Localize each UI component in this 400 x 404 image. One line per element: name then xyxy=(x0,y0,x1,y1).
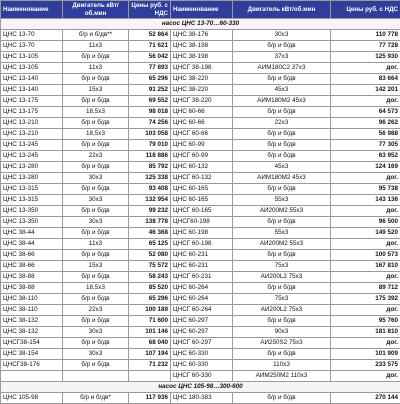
price-cell: дог. xyxy=(331,371,400,382)
pump-name: ЦНС 13-70 xyxy=(1,30,63,41)
table-row xyxy=(1,151,400,162)
pump-name: ЦНС 38-44 xyxy=(1,239,63,250)
table-row xyxy=(1,140,400,151)
engine-spec: 18,5х3 xyxy=(63,107,129,118)
price-cell: 270 144 xyxy=(331,393,400,404)
engine-spec: б/р и б/дв xyxy=(63,338,129,349)
price-cell: 52 864 xyxy=(129,30,171,41)
pump-name: ЦНС 60-99 xyxy=(171,140,233,151)
engine-spec: б/р и б/дв xyxy=(233,107,331,118)
table-row xyxy=(1,96,400,107)
engine-spec: б/р и б/дв xyxy=(63,96,129,107)
pump-name: ЦНС 13-140 xyxy=(1,74,63,85)
engine-spec: 30х3 xyxy=(63,327,129,338)
price-cell: 71 600 xyxy=(129,316,171,327)
engine-spec: б/р и б/дв xyxy=(63,52,129,63)
price-cell: 98 018 xyxy=(129,107,171,118)
price-cell: дог. xyxy=(331,173,400,184)
table-row xyxy=(1,30,400,41)
table-row xyxy=(1,118,400,129)
engine-spec: б/р и б/дв xyxy=(233,250,331,261)
engine-spec: 11х3 xyxy=(63,41,129,52)
engine-spec: АИМ180М2 45х3 xyxy=(233,173,331,184)
price-cell: 118 886 xyxy=(129,151,171,162)
table-row xyxy=(1,294,400,305)
table-row xyxy=(1,52,400,63)
engine-spec: 30х3 xyxy=(63,173,129,184)
pump-name: ЦНС 60-132 xyxy=(171,162,233,173)
engine-spec: б/р и б/дв xyxy=(233,349,331,360)
header-name-left: Наименование xyxy=(1,1,63,19)
pump-name: ЦНС 60-165 xyxy=(171,195,233,206)
table-row xyxy=(1,173,400,184)
table-row xyxy=(1,184,400,195)
pump-name: ЦНС 60-165 xyxy=(171,184,233,195)
price-cell: 143 136 xyxy=(331,195,400,206)
engine-spec: б/р и б/дв xyxy=(233,217,331,228)
price-cell: дог. xyxy=(331,338,400,349)
engine-spec: 22х3 xyxy=(63,151,129,162)
engine-spec: б/р и б/дв xyxy=(233,41,331,52)
pump-name: ЦНС 13-350 xyxy=(1,217,63,228)
price-cell: 63 952 xyxy=(331,151,400,162)
pump-name: ЦНС 13-210 xyxy=(1,118,63,129)
engine-spec: АИМ180М2 45х3 xyxy=(233,96,331,107)
pump-name: ЦНС 38-110 xyxy=(1,305,63,316)
engine-spec: АИ200L2 75х3 xyxy=(233,272,331,283)
price-cell: 175 392 xyxy=(331,294,400,305)
header-engine-left: Двигатель кВт/об.мин xyxy=(63,1,129,19)
pump-name: ЦНС 38-198 xyxy=(171,52,233,63)
table-row xyxy=(1,327,400,338)
engine-spec: б/р и б/дв xyxy=(63,316,129,327)
header-row xyxy=(1,1,400,19)
pump-name: ЦНСГ 60-132 xyxy=(171,173,233,184)
price-cell: 77 305 xyxy=(331,140,400,151)
price-cell: 95 760 xyxy=(331,316,400,327)
engine-spec: 18,5х3 xyxy=(63,129,129,140)
engine-spec: 90х3 xyxy=(233,327,331,338)
engine-spec: б/р и б/дв** xyxy=(63,30,129,41)
price-cell: дог. xyxy=(331,239,400,250)
pump-name: ЦНС 38-66 xyxy=(1,261,63,272)
price-cell: дог. xyxy=(331,272,400,283)
pump-name: ЦНС 60-66 xyxy=(171,107,233,118)
price-cell: 99 232 xyxy=(129,206,171,217)
engine-spec: б/р и б/дв xyxy=(233,316,331,327)
price-cell: 233 575 xyxy=(331,360,400,371)
engine-spec: 75х3 xyxy=(233,261,331,272)
pump-name: ЦНС 38-44 xyxy=(1,228,63,239)
table-row xyxy=(1,206,400,217)
price-cell: дог. xyxy=(331,96,400,107)
price-cell: 91 252 xyxy=(129,85,171,96)
engine-spec: б/р и б/дв xyxy=(63,140,129,151)
table-row xyxy=(1,162,400,173)
pump-name: ЦНС 38-88 xyxy=(1,272,63,283)
engine-spec: АИ200М2 55х3 xyxy=(233,206,331,217)
price-cell: 65 296 xyxy=(129,74,171,85)
engine-spec: б/р и б/дв xyxy=(63,74,129,85)
engine-spec: 45х3 xyxy=(233,162,331,173)
pump-name: ЦНС 13-210 xyxy=(1,129,63,140)
price-cell: 138 778 xyxy=(129,217,171,228)
header-price-left: Цены руб. с НДС xyxy=(129,1,171,19)
pump-name: ЦНСГ 60-198 xyxy=(171,239,233,250)
table-row xyxy=(1,239,400,250)
pump-name: ЦНСГ 60-99 xyxy=(171,151,233,162)
pump-name: ЦНСГ 60-264 xyxy=(171,305,233,316)
price-cell: 77 728 xyxy=(331,41,400,52)
engine-spec: 11х3 xyxy=(63,63,129,74)
table-row xyxy=(1,107,400,118)
price-cell: 79 010 xyxy=(129,140,171,151)
section-title: насос ЦНС 13-70…60-330 xyxy=(1,19,400,30)
pump-name: ЦНС 13-140 xyxy=(1,85,63,96)
pump-name: ЦНС 38-88 xyxy=(1,283,63,294)
price-cell: 65 125 xyxy=(129,239,171,250)
table-row xyxy=(1,283,400,294)
engine-spec: АИМ180С2 37х3 xyxy=(233,63,331,74)
pump-name: ЦНС 60-231 xyxy=(171,250,233,261)
price-cell: дог. xyxy=(331,305,400,316)
table-row xyxy=(1,195,400,206)
engine-spec: 30х3 xyxy=(63,349,129,360)
pump-name: ЦНС 180-383 xyxy=(171,393,233,404)
table-footer xyxy=(1,382,400,404)
price-cell: 142 201 xyxy=(331,85,400,96)
pump-name: ЦНС 38-220 xyxy=(171,74,233,85)
price-cell: 103 058 xyxy=(129,129,171,140)
price-cell: 71 232 xyxy=(129,360,171,371)
price-cell: 77 893 xyxy=(129,63,171,74)
table-row xyxy=(1,74,400,85)
engine-spec: 18,5х3 xyxy=(63,283,129,294)
engine-spec: 55х3 xyxy=(233,228,331,239)
price-cell: 100 189 xyxy=(129,305,171,316)
header-engine-right: Двигатель кВт/об.мин xyxy=(233,1,331,19)
pump-name: ЦНСГ38-176 xyxy=(1,360,63,371)
pump-name: ЦНС 60-297 xyxy=(171,316,233,327)
pump-name: ЦНС 13-245 xyxy=(1,151,63,162)
engine-spec: б/р и б/дв xyxy=(63,294,129,305)
price-cell: 100 573 xyxy=(331,250,400,261)
table-row xyxy=(1,250,400,261)
price-cell: 167 810 xyxy=(331,261,400,272)
engine-spec: 55х3 xyxy=(233,195,331,206)
table-row xyxy=(1,129,400,140)
engine-spec: б/р и б/дв xyxy=(233,393,331,404)
engine-spec: 11х3 xyxy=(63,239,129,250)
price-cell: 89 712 xyxy=(331,283,400,294)
engine-spec: б/р и б/дв xyxy=(233,140,331,151)
engine-spec: б/р и б/дв* xyxy=(63,393,129,404)
engine-spec: б/р и б/дв xyxy=(233,74,331,85)
price-cell: 56 042 xyxy=(129,52,171,63)
pump-name: ЦНС 13-70 xyxy=(1,41,63,52)
pump-name: ЦНС 13-280 xyxy=(1,173,63,184)
price-cell: 52 080 xyxy=(129,250,171,261)
table-row xyxy=(1,228,400,239)
engine-spec: б/р и б/дв xyxy=(63,272,129,283)
section-row xyxy=(1,19,400,30)
engine-spec: 37х3 xyxy=(233,52,331,63)
table-row xyxy=(1,272,400,283)
price-cell: 95 738 xyxy=(331,184,400,195)
pump-name: ЦНС 38-154 xyxy=(1,349,63,360)
engine-spec: 15х3 xyxy=(63,261,129,272)
table-row xyxy=(1,85,400,96)
engine-spec: б/р и б/дв xyxy=(233,129,331,140)
pump-name: ЦНС 38-132 xyxy=(1,327,63,338)
pump-name: ЦНС 38-110 xyxy=(1,294,63,305)
engine-spec: АИ200М2 55х3 xyxy=(233,239,331,250)
engine-spec: б/р и б/дв xyxy=(63,228,129,239)
engine-spec: б/р и б/дв xyxy=(233,283,331,294)
price-cell: 71 621 xyxy=(129,41,171,52)
price-cell: 56 988 xyxy=(331,129,400,140)
price-cell xyxy=(129,371,171,382)
pump-name: ЦНСГ38-154 xyxy=(1,338,63,349)
section-title: насос ЦНС 105-98…300-600 xyxy=(1,382,400,393)
pump-name: ЦНС 13-350 xyxy=(1,206,63,217)
pump-name: ЦНСГ 38-198 xyxy=(171,63,233,74)
price-cell: 101 909 xyxy=(331,349,400,360)
table-row xyxy=(1,371,400,382)
price-cell: 46 368 xyxy=(129,228,171,239)
price-cell: 58 243 xyxy=(129,272,171,283)
pump-name: ЦНС 13-315 xyxy=(1,195,63,206)
engine-spec: 22х3 xyxy=(233,118,331,129)
pump-name: ЦНС 13-105 xyxy=(1,52,63,63)
price-cell: 132 954 xyxy=(129,195,171,206)
price-cell: 125 338 xyxy=(129,173,171,184)
engine-spec: 22х3 xyxy=(63,305,129,316)
engine-spec: 110х3 xyxy=(233,360,331,371)
engine-spec: б/р и б/дв xyxy=(63,162,129,173)
pump-name: ЦНС 13-175 xyxy=(1,96,63,107)
price-cell: 74 256 xyxy=(129,118,171,129)
engine-spec: б/р и б/дв xyxy=(63,184,129,195)
engine-spec: б/р и б/дв xyxy=(63,250,129,261)
price-cell: дог. xyxy=(331,63,400,74)
price-cell: 101 146 xyxy=(129,327,171,338)
pump-name: ЦНС 38-176 xyxy=(171,30,233,41)
pump-name: ЦНС 13-175 xyxy=(1,107,63,118)
table-row xyxy=(1,63,400,74)
table-body xyxy=(1,19,400,382)
price-cell: 149 520 xyxy=(331,228,400,239)
table-row xyxy=(1,338,400,349)
price-cell: 181 810 xyxy=(331,327,400,338)
price-cell: 69 552 xyxy=(129,96,171,107)
pump-name: ЦНС 60-264 xyxy=(171,283,233,294)
pump-name: ЦНСГ60-198 xyxy=(171,217,233,228)
pump-name: ЦНС 13-280 xyxy=(1,162,63,173)
pump-name: ЦНС 60-66 xyxy=(171,118,233,129)
price-cell: 96 262 xyxy=(331,118,400,129)
price-cell: 65 296 xyxy=(129,294,171,305)
pump-name: ЦНС 38-220 xyxy=(171,85,233,96)
table-row xyxy=(1,305,400,316)
price-cell: 96 500 xyxy=(331,217,400,228)
pump-name: ЦНС 60-297 xyxy=(171,327,233,338)
pump-name: ЦНСГ 60-231 xyxy=(171,272,233,283)
engine-spec: 45х3 xyxy=(233,85,331,96)
engine-spec xyxy=(63,371,129,382)
pump-name: ЦНС 38-198 xyxy=(171,41,233,52)
price-cell: дог. xyxy=(331,206,400,217)
pump-name: ЦНС 38-66 xyxy=(1,250,63,261)
engine-spec: 30х3 xyxy=(63,217,129,228)
price-cell: 83 664 xyxy=(331,74,400,85)
engine-spec: б/р и б/дв xyxy=(63,118,129,129)
engine-spec: б/р и б/дв xyxy=(63,360,129,371)
price-cell: 68 040 xyxy=(129,338,171,349)
engine-spec: 30х3 xyxy=(233,30,331,41)
price-cell: 64 573 xyxy=(331,107,400,118)
engine-spec: 30х3 xyxy=(63,195,129,206)
table-row xyxy=(1,316,400,327)
pump-name: ЦНСГ 60-330 xyxy=(171,371,233,382)
engine-spec: б/р и б/дв xyxy=(63,206,129,217)
pump-name: ЦНСГ 60-165 xyxy=(171,206,233,217)
pump-name: ЦНС 60-330 xyxy=(171,349,233,360)
price-cell: 85 792 xyxy=(129,162,171,173)
table-row xyxy=(1,261,400,272)
price-cell: 93 408 xyxy=(129,184,171,195)
pump-name: ЦНС 38-132 xyxy=(1,316,63,327)
price-cell: 107 194 xyxy=(129,349,171,360)
table-row xyxy=(1,217,400,228)
header-name-right: Наименование xyxy=(171,1,233,19)
price-cell: 125 930 xyxy=(331,52,400,63)
price-cell: 75 572 xyxy=(129,261,171,272)
price-cell: 110 778 xyxy=(331,30,400,41)
pump-name: ЦНС 60-198 xyxy=(171,228,233,239)
engine-spec: б/р и б/дв xyxy=(233,184,331,195)
section-row xyxy=(1,382,400,393)
header-price-right: Цены руб. с НДС xyxy=(331,1,400,19)
price-cell: 117 936 xyxy=(129,393,171,404)
pump-name: ЦНС 60-231 xyxy=(171,261,233,272)
pump-name: ЦНС 60-330 xyxy=(171,360,233,371)
pump-name: ЦНС 105-98 xyxy=(1,393,63,404)
table-row xyxy=(1,349,400,360)
engine-spec: АИ200L2 75х3 xyxy=(233,305,331,316)
pump-name: ЦНСГ 60-66 xyxy=(171,129,233,140)
price-cell: 124 169 xyxy=(331,162,400,173)
pump-name: ЦНСГ 60-297 xyxy=(171,338,233,349)
engine-spec: б/р и б/дв xyxy=(233,151,331,162)
table-row xyxy=(1,41,400,52)
pump-name: ЦНС 13-315 xyxy=(1,184,63,195)
pump-name: ЦНСГ 38-220 xyxy=(171,96,233,107)
pump-name xyxy=(1,371,63,382)
price-cell: 85 520 xyxy=(129,283,171,294)
table-row xyxy=(1,360,400,371)
engine-spec: 15х3 xyxy=(63,85,129,96)
pump-name: ЦНС 13-105 xyxy=(1,63,63,74)
pump-name: ЦНС 13-245 xyxy=(1,140,63,151)
engine-spec: 75х3 xyxy=(233,294,331,305)
engine-spec: АИ250S2 75х3 xyxy=(233,338,331,349)
table-row xyxy=(1,393,400,404)
pump-name: ЦНС 60-264 xyxy=(171,294,233,305)
engine-spec: АИМ250М2 110х3 xyxy=(233,371,331,382)
